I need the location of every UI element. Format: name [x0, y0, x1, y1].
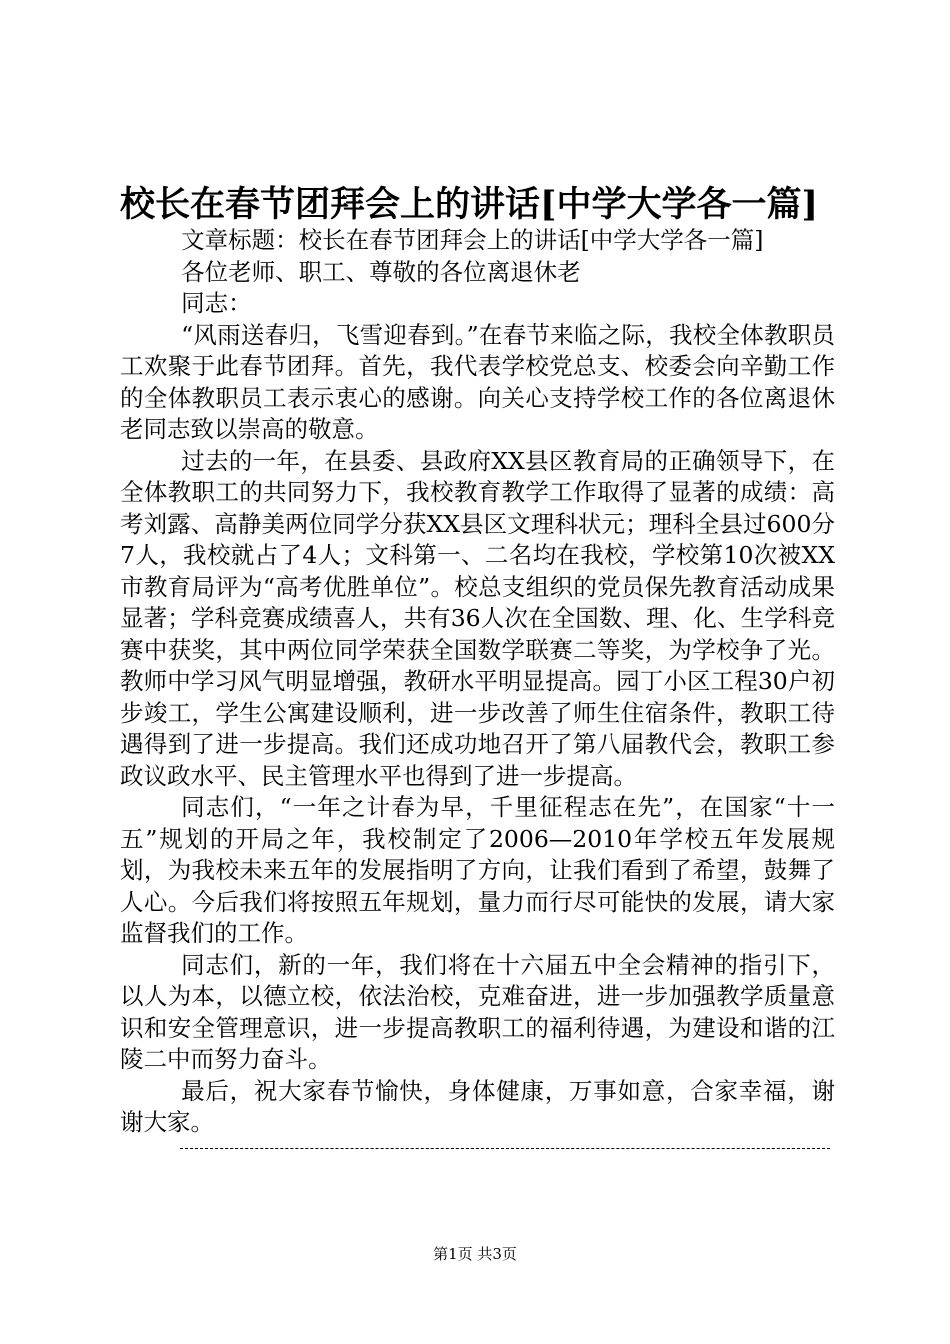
article-title-line: 文章标题：校长在春节团拜会上的讲话[中学大学各一篇]: [181, 226, 764, 254]
paragraph-opening: “风雨送春归，飞雪迎春到。”在春节来临之际，我校全体教职员工欢聚于此春节团拜。首先，我代表学校党总支、校委会向辛勤工作的全体教职员工表示衷心的感谢。向关心支持学校工作的各位离退休老同志致以崇高的敬意。: [120, 320, 835, 443]
paragraph-plan: 同志们，“一年之计春为早，千里征程志在先”，在国家“十一五”规划的开局之年，我校制定了2006—2010年学校五年发展规划，为我校未来五年的发展指明了方向，让我们看到了希望，鼓舞了人心。今后我们将按照五年规划，量力而行尽可能快的发展，请大家监督我们的工作。: [120, 793, 835, 947]
salutation-line-1: 各位老师、职工、尊敬的各位离退休老: [181, 257, 581, 286]
salutation-line-2: 同志：: [181, 289, 252, 317]
document-body: [120, 225, 835, 1139]
paragraph-goals: 同志们，新的一年，我们将在十六届五中全会精神的指引下，以人为本，以德立校，依法治校，克难奋进，进一步加强教学质量意识和安全管理意识，进一步提高教职工的福利待遇，为建设和谐的江陵二中而努力奋斗。: [120, 950, 835, 1073]
separator-line: [180, 1148, 830, 1149]
paragraph-closing: 最后，祝大家春节愉快，身体健康，万事如意，合家幸福，谢谢大家。: [120, 1076, 835, 1136]
paragraph-achievements: 过去的一年，在县委、县政府XX县区教育局的正确领导下，在全体教职工的共同努力下，我校教育教学工作取得了显著的成绩：高考刘露、高静美两位同学分获XX县区文理科状元；理科全县过600分7人，我校就占了4人；文科第一、二名均在我校，学校第10次被XX市教育局评为“高考优胜单位”。校总支组织的党员保先教育活动成果显著；学科竞赛成绩喜人，共有36人次在全国数、理、化、生学科竞赛中获奖，其中两位同学荣获全国数学联赛二等奖，为学校争了光。教师中学习风气明显增强，教研水平明显提高。园丁小区工程30户初步竣工，学生公寓建设顺利，进一步改善了师生住宿条件，教职工待遇得到了进一步提高。我们还成功地召开了第八届教代会，教职工参政议政水平、民主管理水平也得到了进一步提高。: [120, 446, 835, 790]
page-footer: 第1页 共3页: [433, 1245, 517, 1263]
document-title: 校长在春节团拜会上的讲话[中学大学各一篇]: [120, 184, 819, 225]
